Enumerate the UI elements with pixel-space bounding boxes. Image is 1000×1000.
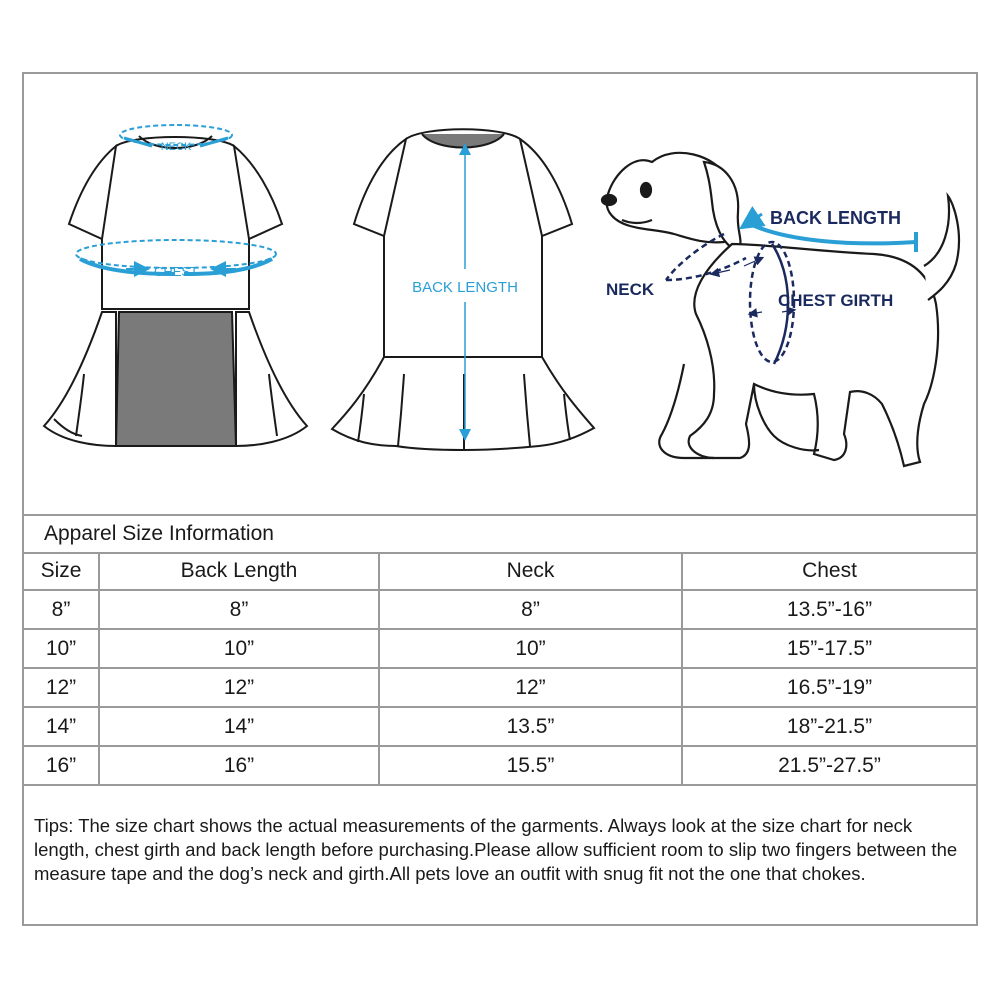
cell-size: 16” [24, 746, 99, 785]
cell-chest: 16.5”-19” [682, 668, 976, 707]
back-dress-length-label: BACK LENGTH [412, 279, 518, 296]
cell-size: 10” [24, 629, 99, 668]
illustrations-svg [24, 74, 980, 514]
cell-neck: 13.5” [379, 707, 682, 746]
cell-back-length: 14” [99, 707, 379, 746]
cell-neck: 10” [379, 629, 682, 668]
header-chest: Chest [682, 552, 976, 590]
front-dress-illustration [44, 136, 307, 446]
cell-back-length: 12” [99, 668, 379, 707]
cell-neck: 8” [379, 590, 682, 629]
cell-back-length: 8” [99, 590, 379, 629]
table-row [24, 668, 976, 707]
table-row [24, 746, 976, 785]
header-size: Size [24, 552, 99, 590]
cell-neck: 15.5” [379, 746, 682, 785]
cell-chest: 21.5”-27.5” [682, 746, 976, 785]
dog-neck-label: NECK [606, 280, 655, 299]
size-table-title: Apparel Size Information [24, 514, 976, 554]
cell-chest: 15”-17.5” [682, 629, 976, 668]
table-row [24, 707, 976, 746]
table-header-row [24, 552, 976, 590]
cell-size: 8” [24, 590, 99, 629]
cell-back-length: 10” [99, 629, 379, 668]
cell-size: 12” [24, 668, 99, 707]
cell-size: 14” [24, 707, 99, 746]
header-back-length: Back Length [99, 552, 379, 590]
front-chest-label: CHEST [153, 264, 199, 279]
cell-chest: 13.5”-16” [682, 590, 976, 629]
dog-chest-girth-label: CHEST GIRTH [778, 291, 894, 310]
cell-back-length: 16” [99, 746, 379, 785]
size-chart-frame [22, 72, 978, 926]
header-neck: Neck [379, 552, 682, 590]
table-row [24, 629, 976, 668]
illustrations-panel [24, 74, 980, 514]
size-table [24, 552, 976, 786]
cell-neck: 12” [379, 668, 682, 707]
table-row [24, 590, 976, 629]
dog-back-length-label: BACK LENGTH [770, 208, 901, 228]
tips-text: Tips: The size chart shows the actual measurements of the garments. Always look at the size chart for neck length, chest girth and back length before purchasing.Please allow sufficient room to slip two fingers between the measure tape and the dog’s neck and girth.All pets love an outfit with snug fit not the one that chokes. [34, 815, 958, 884]
cell-chest: 18”-21.5” [682, 707, 976, 746]
front-neck-label: NECK [160, 141, 192, 153]
